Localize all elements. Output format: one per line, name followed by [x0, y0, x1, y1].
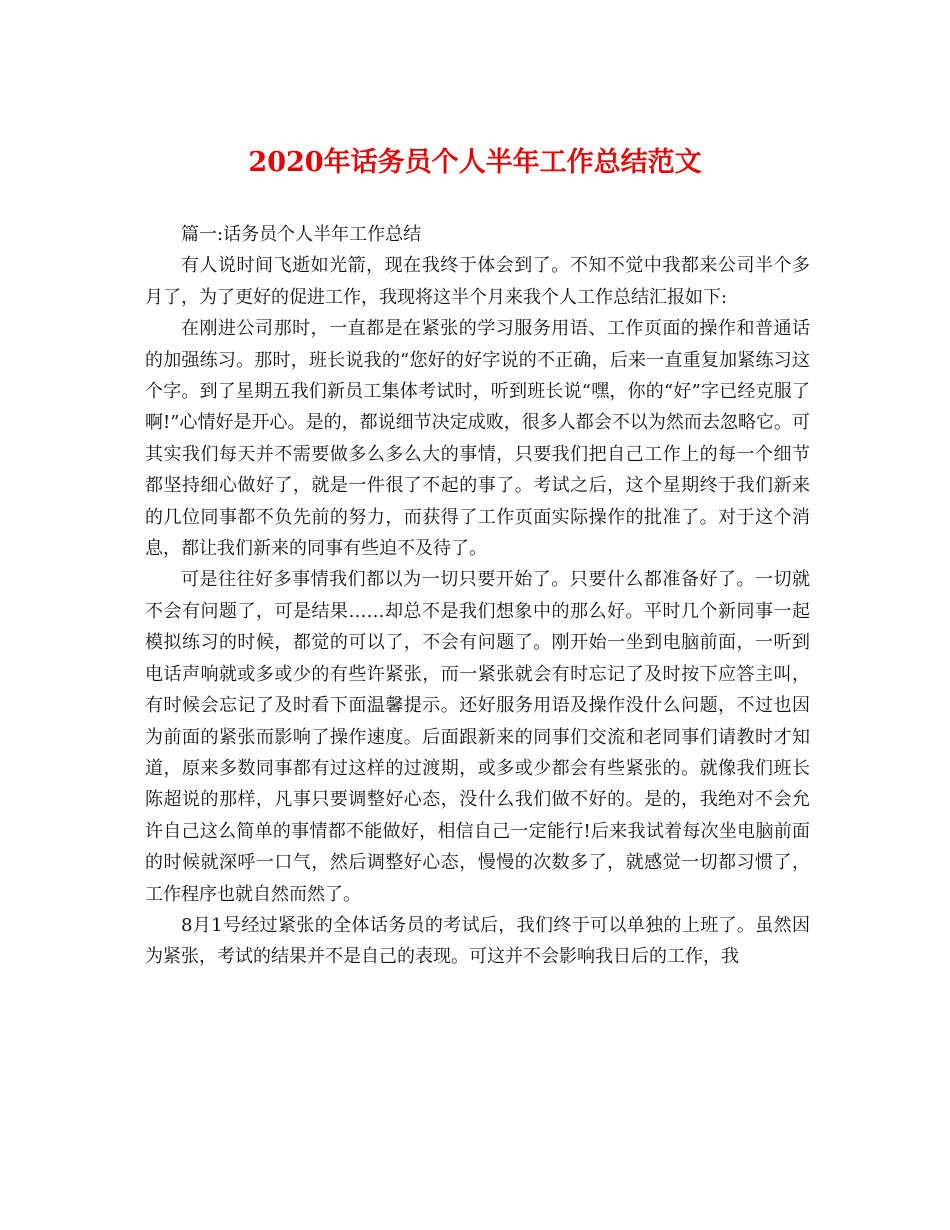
body-paragraph: 可是往往好多事情我们都以为一切只要开始了。只要什么都准备好了。一切就不会有问题了，可是结果……却总不是我们想象中的那么好。平时几个新同事一起模拟练习的时候，都觉的可以了，不会有问题了。刚开始一坐到电脑前面，一听到电话声响就或多或少的有些许紧张，而一紧张就会有时忘记了及时按下应答主叫，有时候会忘记了及时看下面温馨提示。还好服务用语及操作没什么问题，不过也因为前面的紧张而影响了操作速度。后面跟新来的同事们交流和老同事们请教时才知道，原来多数同事都有过这样的过渡期，或多或少都会有些紧张的。就像我们班长陈超说的那样，凡事只要调整好心态，没什么我们做不好的。是的，我绝对不会允许自己这么简单的事情都不能做好，相信自己一定能行!后来我试着每次坐电脑前面的时候就深呼一口气，然后调整好心态，慢慢的次数多了，就感觉一切都习惯了，工作程序也就自然而然了。: [145, 569, 810, 905]
body-paragraph: 有人说时间飞逝如光箭，现在我终于体会到了。不知不觉中我都来公司半个多月了，为了更好的促进工作，我现将这半个月来我个人工作总结汇报如下:: [145, 255, 810, 308]
body-paragraph: 在刚进公司那时，一直都是在紧张的学习服务用语、工作页面的操作和普通话的加强练习。那时，班长说我的“您好的好字说的不正确，后来一直重复加紧练习这个字。到了星期五我们新员工集体考试时，听到班长说“嘿，你的“好”字已经克服了啊!”心情好是开心。是的，都说细节决定成败，很多人都会不以为然而去忽略它。可其实我们每天并不需要做多么多么大的事情，只要我们把自己工作上的每一个细节都坚持细心做好了，就是一件很了不起的事了。考试之后，这个星期终于我们新来的几位同事都不负先前的努力，而获得了工作页面实际操作的批准了。对于这个消息，都让我们新来的同事有些迫不及待了。: [145, 318, 810, 560]
document-title: 2020年话务员个人半年工作总结范文: [248, 147, 702, 178]
section-heading: 篇一:话务员个人半年工作总结: [181, 224, 422, 245]
document-body: [145, 219, 810, 973]
body-paragraph: 8月1号经过紧张的全体话务员的考试后，我们终于可以单独的上班了。虽然因为紧张，考试的结果并不是自己的表现。可这并不会影响我日后的工作，我: [145, 914, 810, 968]
